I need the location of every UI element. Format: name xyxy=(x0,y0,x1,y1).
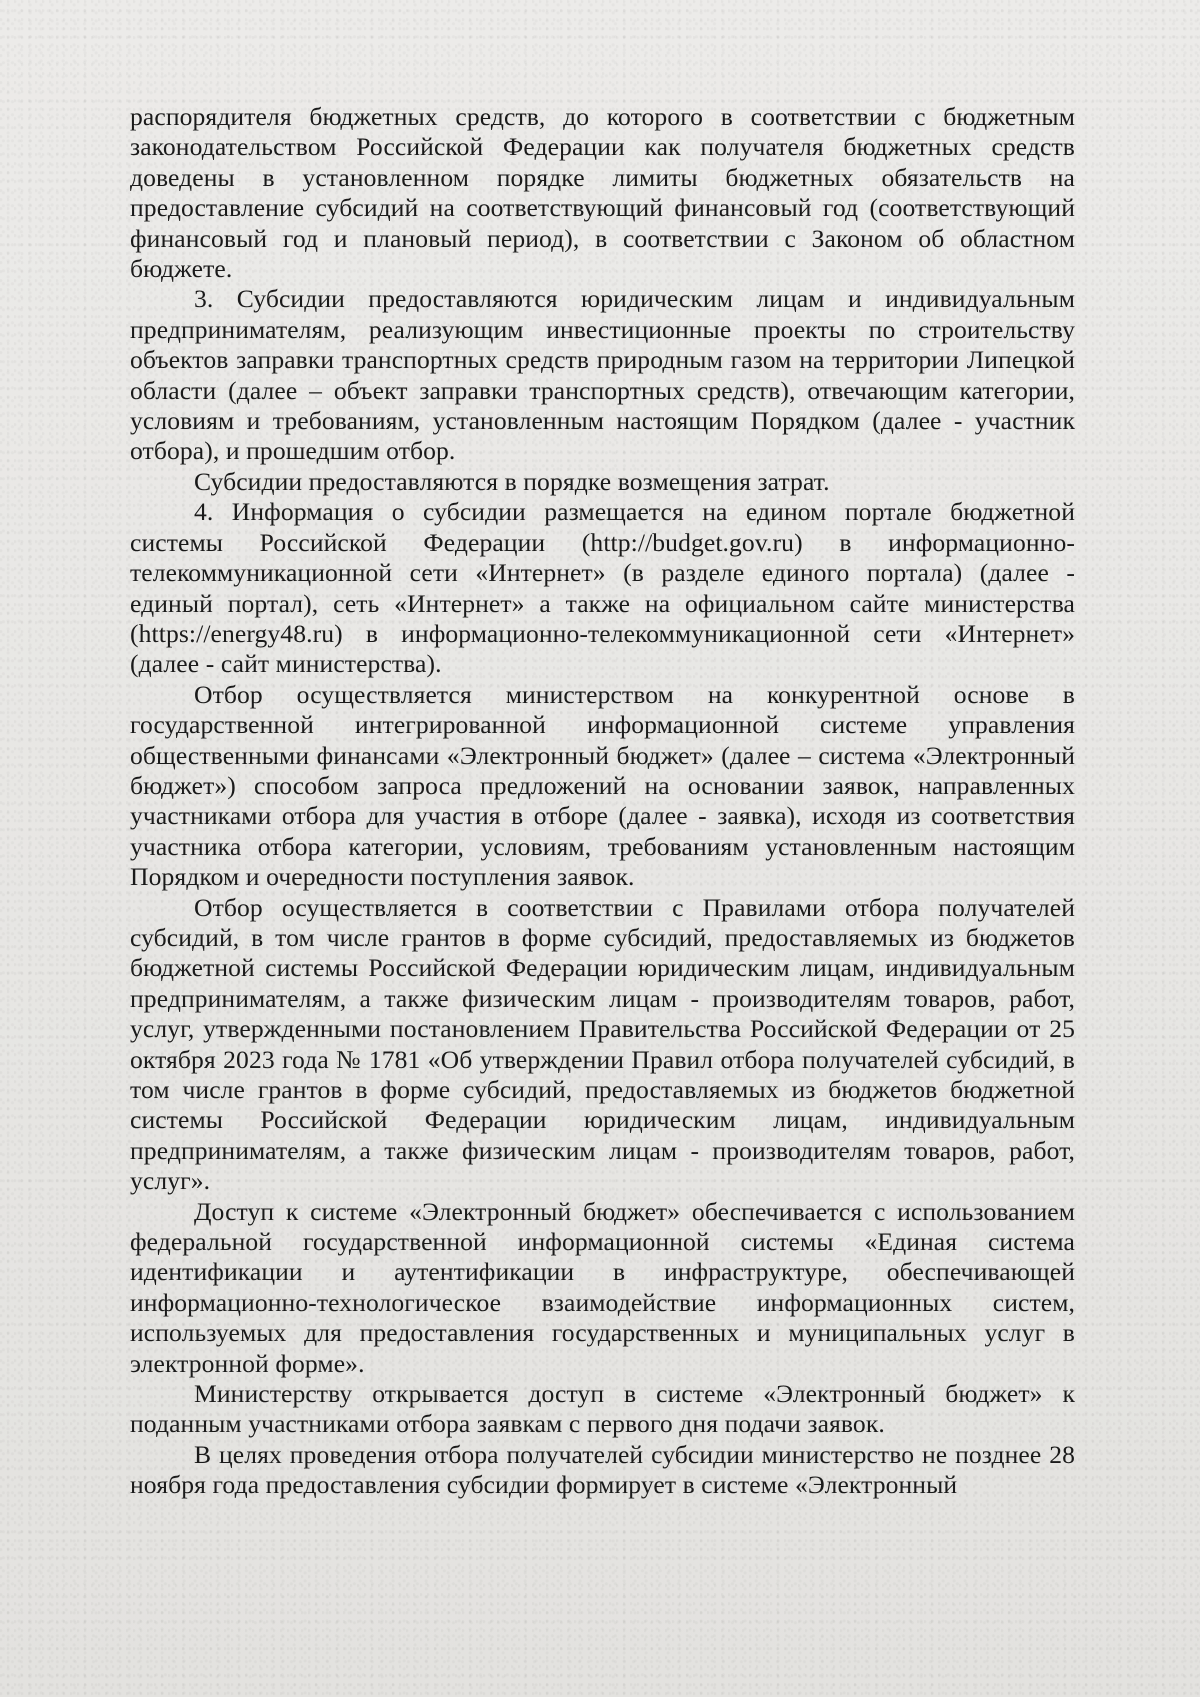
paragraph-selection-system: Отбор осуществляется министерством на конкурентной основе в государственной интегрированной информационной системе управления общественными финансами «Электронный бюджет» (далее – система «Электронный бюджет») способом запроса предложений на основании заявок, направленных участниками отбора для участия в отборе (далее - заявка), исходя из соответствия участника отбора категории, условиям, требованиям установленным настоящим Порядком и очередности поступления заявок. xyxy=(130,679,1075,892)
paragraph-system-access: Доступ к системе «Электронный бюджет» обеспечивается с использованием федеральной государственной информационной системы «Единая система идентификации и аутентификации в инфраструктуре, обеспечивающей информационно-технологическое взаимодействие информационных систем, используемых для предоставления государственных и муниципальных услуг в электронной форме». xyxy=(130,1196,1075,1378)
document-body xyxy=(130,102,1075,1501)
paragraph-budget-limits: распорядителя бюджетных средств, до которого в соответствии с бюджетным законодательством Российской Федерации как получателя бюджетных средств доведены в установленном порядке лимиты бюджетных обязательств на предоставление субсидий на соответствующий финансовый год (соответствующий финансовый год и плановый период), в соответствии с Законом об областном бюджете. xyxy=(130,102,1075,284)
paragraph-selection-deadline: В целях проведения отбора получателей субсидии министерство не позднее 28 ноября года предоставления субсидии формирует в системе «Электронный xyxy=(130,1439,1075,1500)
paragraph-reimbursement: Субсидии предоставляются в порядке возмещения затрат. xyxy=(194,466,830,496)
paragraph-section-3: 3. Субсидии предоставляются юридическим лицам и индивидуальным предпринимателям, реализующим инвестиционные проекты по строительству объектов заправки транспортных средств природным газом на территории Липецкой области (далее – объект заправки транспортных средств), отвечающим категории, условиям и требованиям, установленным настоящим Порядком (далее - участник отбора), и прошедшим отбор. xyxy=(130,284,1075,466)
paragraph-selection-rules: Отбор осуществляется в соответствии с Правилами отбора получателей субсидий, в том числе грантов в форме субсидий, предоставляемых из бюджетов бюджетной системы Российской Федерации юридическим лицам, индивидуальным предпринимателям, а также физическим лицам - производителям товаров, работ, услуг, утвержденными постановлением Правительства Российской Федерации от 25 октября 2023 года № 1781 «Об утверждении Правил отбора получателей субсидий, в том числе грантов в форме субсидий, предоставляемых из бюджетов бюджетной системы Российской Федерации юридическим лицам, индивидуальным предпринимателям, а также физическим лицам - производителям товаров, работ, услуг». xyxy=(130,892,1075,1196)
paragraph-section-4: 4. Информация о субсидии размещается на едином портале бюджетной системы Российской Федерации (http://budget.gov.ru) в информационно-телекоммуникационной сети «Интернет» (в разделе единого портала) (далее - единый портал), сеть «Интернет» а также на официальном сайте министерства (https://energy48.ru) в информационно-телекоммуникационной сети «Интернет» (далее - сайт министерства). xyxy=(130,497,1075,679)
paragraph-ministry-access: Министерству открывается доступ в системе «Электронный бюджет» к поданным участниками отбора заявкам с первого дня подачи заявок. xyxy=(130,1379,1075,1439)
